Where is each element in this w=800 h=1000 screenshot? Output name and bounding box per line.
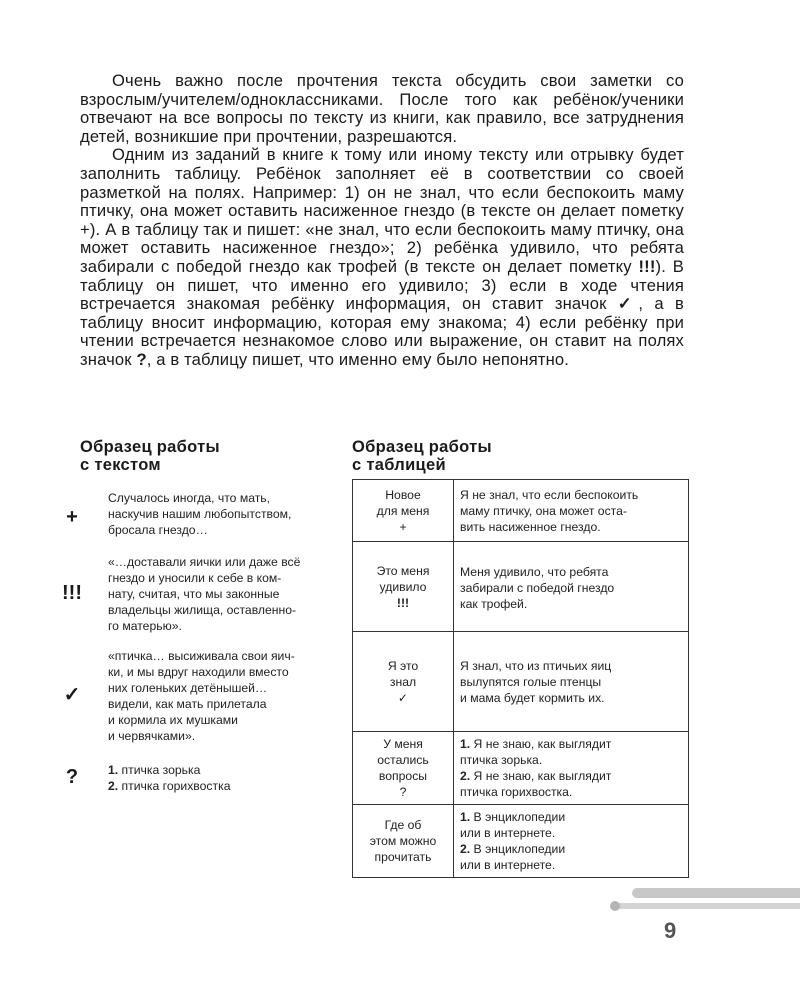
intro-paragraph-2-part-b: ). В таблицу он пишет, что именно его удивило; 3) если в ходе чтения встречается знакомая ребёнку информация, он ставит значок — [80, 256, 684, 314]
content-line: забирали с победой гнездо — [460, 581, 615, 595]
question-number: 2. — [108, 779, 119, 793]
label-line: остались — [377, 753, 429, 767]
content-line: Я не знал, что если беспокоить — [460, 487, 639, 502]
intro-text — [80, 72, 684, 370]
item-text: В энциклопедии — [470, 842, 566, 856]
text-sample-excerpt — [108, 554, 344, 634]
text-sample-excerpt — [108, 490, 344, 538]
label-line: этом можно — [369, 834, 437, 848]
plus-mark-icon: + — [66, 506, 78, 528]
excerpt-line: «…доставали яички или даже всё — [108, 555, 301, 569]
table-row-content — [454, 732, 689, 805]
content-line: или в интернете. — [460, 858, 556, 872]
excerpt-line: гнездо и уносили к себе в ком- — [108, 571, 282, 585]
content-line: вить насиженное гнездо. — [460, 519, 601, 534]
question-line — [108, 778, 344, 794]
question-number: 1. — [108, 763, 119, 777]
item-text: Я не знаю, как выглядит — [470, 737, 612, 751]
table-row — [353, 632, 689, 732]
question-text: птичка горихвостка — [118, 779, 231, 793]
excerpt-line: них голеньких детёнышей… — [108, 681, 268, 695]
table-sample-heading-line-1: Образец работы — [352, 438, 492, 456]
excerpt-line: и кормила их мушками — [108, 713, 238, 727]
footer-decor-line — [612, 903, 800, 909]
excerpt-line: ки, и мы вдруг находили вместо — [108, 665, 289, 679]
excerpt-line: и червячками». — [108, 729, 196, 743]
table-row-label — [353, 632, 454, 732]
intro-paragraph-1: Очень важно после прочтения текста обсудить свои заметки со взрослым/учителем/одноклассниками. После того как ребёнок/ученики отвечают на все вопросы по тексту из книги, как правило, все затруднения детей, возникшие при прочтении, разрешаются. — [80, 71, 684, 146]
table-row — [353, 542, 689, 632]
table-row — [353, 805, 689, 878]
content-line — [460, 841, 682, 857]
content-line: Меня удивило, что ребята — [460, 565, 609, 579]
text-sample-heading-line-1: Образец работы — [80, 438, 220, 456]
excerpt-line: нату, считая, что мы законные — [108, 587, 280, 601]
label-line: Где об — [384, 818, 422, 832]
content-line: как трофей. — [460, 597, 528, 611]
question-mark-icon: ? — [399, 785, 407, 799]
item-number: 2. — [460, 842, 471, 856]
content-line: маму птичку, она может оста- — [460, 503, 627, 518]
content-line: Я знал, что из птичьих яиц — [460, 658, 612, 673]
table-row-label — [353, 732, 454, 805]
excerpt-line: владельцы жилища, оставленно- — [108, 603, 297, 617]
exclamation-mark-icon: !!! — [62, 582, 82, 604]
item-number: 1. — [460, 810, 471, 824]
table-row-content — [454, 542, 689, 632]
content-line: птичка зорька. — [460, 753, 543, 767]
intro-paragraph-2 — [80, 146, 684, 369]
excerpt-line: наскучив нашим любопытством, — [108, 507, 292, 521]
excerpt-line: видели, как мать прилетала — [108, 697, 267, 711]
content-line: вылупятся голые птенцы — [460, 674, 602, 689]
footer-decor-bar — [632, 888, 800, 898]
excerpt-line: го матерью». — [108, 619, 182, 633]
sample-table — [352, 479, 689, 878]
content-line — [460, 736, 682, 752]
table-sample-heading-line-2: с таблицей — [352, 456, 446, 474]
item-text: Я не знаю, как выглядит — [470, 769, 612, 783]
exclamation-mark-symbol: !!! — [638, 256, 656, 276]
item-text: В энциклопедии — [470, 810, 566, 824]
text-sample-heading-line-2: с текстом — [80, 456, 161, 474]
label-line: У меня — [383, 737, 423, 751]
item-number: 2. — [460, 769, 471, 783]
label-line: удивило — [379, 579, 427, 594]
label-line: для меня — [376, 503, 430, 518]
table-row-label — [353, 480, 454, 542]
table-row — [353, 480, 689, 542]
text-sample-excerpt — [108, 648, 344, 744]
table-row-content — [454, 632, 689, 732]
content-line: птичка горихвостка. — [460, 785, 573, 799]
question-line — [108, 762, 344, 778]
page-number: 9 — [664, 918, 677, 943]
content-line — [460, 809, 682, 825]
question-text: птичка зорька — [118, 763, 201, 777]
excerpt-line: «птичка… высиживала свои яич- — [108, 649, 295, 663]
plus-mark-icon: + — [399, 519, 407, 534]
label-line: вопросы — [378, 769, 428, 783]
table-row-label — [353, 542, 454, 632]
table-row-content — [454, 480, 689, 542]
text-sample-heading — [80, 438, 220, 474]
checkmark-icon: ✓ — [617, 294, 639, 314]
footer-decor-dot — [610, 901, 620, 911]
label-line: Это меня — [376, 563, 430, 578]
checkmark-icon: ✓ — [397, 690, 409, 705]
excerpt-line: Случалось иногда, что мать, — [108, 491, 271, 505]
excerpt-line: бросала гнездо… — [108, 523, 208, 537]
label-line: знал — [389, 674, 417, 689]
text-sample-questions — [108, 762, 344, 794]
intro-paragraph-2-part-d: , а в таблицу пишет, что именно ему было непонятно. — [146, 349, 570, 369]
table-row-content — [454, 805, 689, 878]
label-line: Новое — [385, 487, 421, 502]
content-line: и мама будет кормить их. — [460, 690, 605, 705]
intro-paragraph-2-part-c: , а в таблицу вносит информацию, которая ему знакома; 4) если ребёнку при чтении встречается незнакомое слово или выражение, он ставит на полях значок — [80, 294, 685, 369]
question-mark-icon: ? — [65, 766, 79, 788]
checkmark-icon: ✓ — [63, 684, 81, 706]
exclamation-mark-icon: !!! — [396, 595, 410, 610]
item-number: 1. — [460, 737, 471, 751]
question-mark-symbol: ? — [136, 349, 147, 369]
label-line: прочитать — [374, 850, 432, 864]
table-sample-heading — [352, 438, 492, 474]
content-line — [460, 768, 682, 784]
content-line: или в интернете. — [460, 826, 556, 840]
table-row-label — [353, 805, 454, 878]
table-row — [353, 732, 689, 805]
label-line: Я это — [387, 658, 419, 673]
intro-paragraph-2-part-a: Одним из заданий в книге к тому или иному тексту или отрывку будет заполнить таблицу. Ребёнок заполняет её в соответствии со своей разметкой на полях. Например: 1) он не знал, что если беспокоить маму птичку, она может оставить насиженное гнездо (в тексте он делает пометку +). А в таблицу так и пишет: «не знал, что если беспокоить маму птичку, она может оставить насиженное гнездо»; 2) ребёнка удивило, что ребята забирали с победой гнездо как трофей (в тексте он делает пометку — [80, 145, 684, 276]
